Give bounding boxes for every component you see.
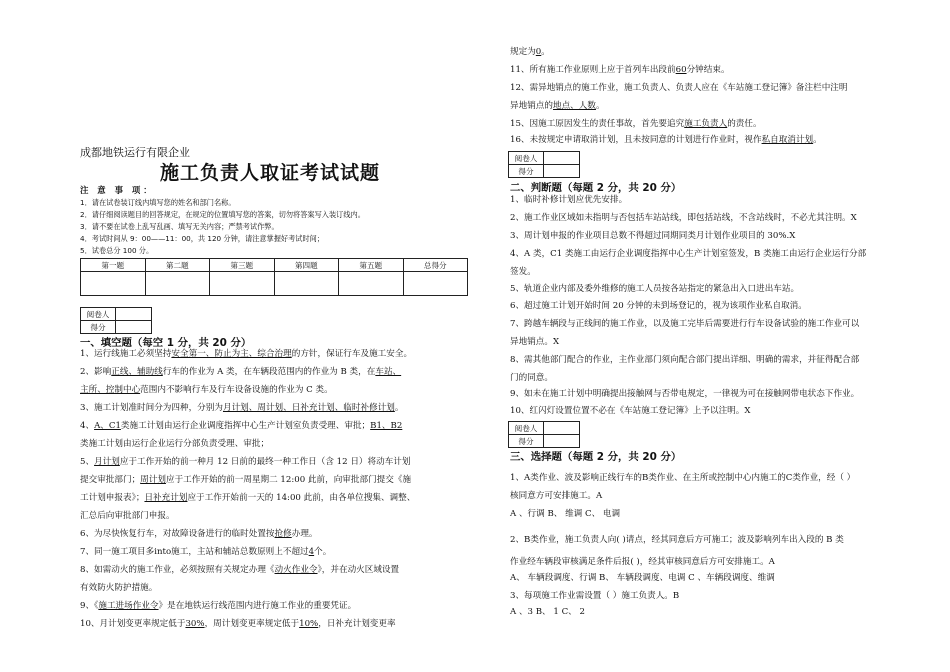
question-line: 10、月计划变更率规定低于30%，周计划变更率规定低于10%，日补充计划变更率 xyxy=(80,619,396,629)
reviewer-cell[interactable] xyxy=(544,422,580,435)
question-line: 15、因施工原因发生的责任事故，首先要追究施工负责人的责任。 xyxy=(510,119,762,129)
question-line: 3、施工计划准时间分为四种，分别为月计划、周计划、日补充计划、临时补修计划。 xyxy=(80,403,404,413)
notice-item: 5．试卷总分 100 分。 xyxy=(80,246,154,255)
company-name: 成都地铁运行有限企业 xyxy=(80,146,190,159)
question-line: 2、施工作业区域如未指明与否包括车站站线，即包括站线，不含站线时，不必尤其注明。X xyxy=(510,213,857,223)
question-line: 3、周计划申报的作业项目总数不得超过同期同类月计划作业项目的 30%.X xyxy=(510,231,796,241)
notice-item: 2．请仔细阅读题目的回答规定，在规定的位置填写您的答案，切勿将答案写入装订线内。 xyxy=(80,210,365,219)
section-fill-blank-title: 一、填空题（每空 1 分，共 20 分） xyxy=(80,337,252,349)
question-line: 2、B类作业，施工负责人向( )请点，经其同意后方可施工；波及影响列车出入段的 B 类 xyxy=(510,535,844,545)
notice-item: 1．请在试卷装订线内填写您的姓名和部门名称。 xyxy=(80,198,236,207)
question-line: 3、每项施工作业需设置（ ）施工负责人。B xyxy=(510,591,680,601)
question-line: 7、同一施工项目多into施工，主站和辅站总数原则上不超过4个。 xyxy=(80,547,332,557)
question-line: 12、需异地销点的施工作业，施工负责人、负责人应在《车站施工登记簿》备注栏中注明 xyxy=(510,83,848,93)
question-line: 核同意方可安排施工。A xyxy=(510,491,603,501)
question-line: 8、需其他部门配合的作业，主作业部门须向配合部门提出详细、明确的需求，并征得配合部 xyxy=(510,355,860,365)
grader-box xyxy=(508,421,580,448)
grader-box xyxy=(508,151,580,178)
notice-heading: 注 意 事 项： xyxy=(80,185,155,195)
section-true-false-title: 二、判断题（每题 2 分，共 20 分） xyxy=(510,182,682,194)
question-line: 4、A、C1类施工计划由运行企业调度指挥中心生产计划室负责受理、审批；B1、B2 xyxy=(80,421,403,431)
score-label: 得分 xyxy=(509,165,544,178)
question-line: 主所、控制中心范围内不影响行车及行车设备设施的作业为 C 类。 xyxy=(80,385,333,395)
score-cell[interactable] xyxy=(145,272,210,296)
score-cell[interactable] xyxy=(274,272,339,296)
question-line: 5、月计划应于工作开始的前一种月 12 日前的最终一种工作日（含 12 日）将动车计划 xyxy=(80,457,411,467)
reviewer-label: 阅卷人 xyxy=(509,422,544,435)
exam-title: 施工负责人取证考试试题 xyxy=(160,162,381,184)
score-header: 第三题 xyxy=(210,259,275,272)
choice-options: A、 车辆段调度、行调 B、 车辆段调度、电调 C 、车辆段调度、维调 xyxy=(510,573,775,583)
question-line: 规定为0。 xyxy=(510,47,550,57)
score-header: 第四题 xyxy=(274,259,339,272)
score-value-cell[interactable] xyxy=(544,435,580,448)
score-cell[interactable] xyxy=(339,272,404,296)
question-line: 类施工计划由运行企业运行分部负责受理、审批； xyxy=(80,439,270,449)
question-line: 10、红闪灯设置位置不必在《车站施工登记簿》上予以注明。X xyxy=(510,406,751,416)
question-line: 16、未按规定申请取消计划，且未按同意的计划进行作业时，视作私自取消计划。 xyxy=(510,135,822,145)
score-label: 得分 xyxy=(81,321,116,334)
choice-options: A 、3 B、 1 C、 2 xyxy=(510,607,585,617)
score-cell[interactable] xyxy=(81,272,146,296)
question-line: 1、运行线施工必须坚持安全第一、防止为主、综合治理的方针，保证行车及施工安全。 xyxy=(80,349,413,359)
score-cell[interactable] xyxy=(403,272,468,296)
score-header: 总得分 xyxy=(403,259,468,272)
question-line: 9、如未在施工计划中明确提出接触网与否带电规定，一律视为可在接触网带电状态下作业。 xyxy=(510,389,860,399)
notice-item: 4．考试时间从 9：00——11：00，共 120 分钟，请注意掌握好考试时间； xyxy=(80,234,325,243)
question-line: 2、影响正线、辅助线行车的作业为 A 类，在车辆段范围内的作业为 B 类，在车站、 xyxy=(80,367,402,377)
question-line: 1、A类作业、波及影响正线行车的B类作业、在主所或控制中心内施工的C类作业，经（ ） xyxy=(510,473,856,483)
question-line: 工计划申报表》；日补充计划应于工作开始前一天的 14:00 此前，由各单位搜集、调整、 xyxy=(80,493,416,503)
question-line: 有效防火防护措施。 xyxy=(80,583,158,593)
question-line: 9、《施工进场作业令》是在地铁运行线范围内进行施工作业的重要凭证。 xyxy=(80,601,357,611)
score-header: 第一题 xyxy=(81,259,146,272)
reviewer-cell[interactable] xyxy=(544,152,580,165)
question-line: 1、临时补修计划应优先安排。 xyxy=(510,195,628,205)
question-line: 11、所有施工作业原则上应于首列车出段前60分钟结束。 xyxy=(510,65,730,75)
reviewer-label: 阅卷人 xyxy=(509,152,544,165)
question-line: 门的同意。 xyxy=(510,373,553,383)
question-line: 提交审批部门；周计划应于工作开始的前一周星期二 12:00 此前，向审批部门提交《施 xyxy=(80,475,412,485)
question-line: 作业经车辆段审核满足条件后报( )，经其审核同意后方可安排施工。A xyxy=(510,557,775,567)
question-line: 异地销点的地点、人数。 xyxy=(510,101,605,111)
score-value-cell[interactable] xyxy=(544,165,580,178)
question-line: 7、跨越车辆段与正线间的施工作业，以及施工完毕后需要进行行车设备试验的施工作业可以 xyxy=(510,319,860,329)
section-multiple-choice-title: 三、选择题（每题 2 分，共 20 分） xyxy=(510,451,682,463)
score-header: 第五题 xyxy=(339,259,404,272)
score-cell[interactable] xyxy=(210,272,275,296)
reviewer-cell[interactable] xyxy=(116,308,152,321)
score-table xyxy=(80,258,468,296)
reviewer-label: 阅卷人 xyxy=(81,308,116,321)
score-header: 第二题 xyxy=(145,259,210,272)
question-line: 6、为尽快恢复行车，对故障设备进行的临时处置按抢修办理。 xyxy=(80,529,318,539)
score-value-cell[interactable] xyxy=(116,321,152,334)
question-line: 5、轨道企业内部及委外维修的施工人员按各站指定的紧急出入口进出车站。 xyxy=(510,284,800,294)
choice-options: A 、行调 B、 维调 C、 电调 xyxy=(510,509,621,519)
question-line: 签发。 xyxy=(510,267,536,277)
question-line: 4、A 类，C1 类施工由运行企业调度指挥中心生产计划室签发，B 类施工由运行企业运行分部 xyxy=(510,249,867,259)
question-line: 6、超过施工计划开始时间 20 分钟的未到场登记的，视为该项作业私自取消。 xyxy=(510,301,807,311)
question-line: 汇总后向审批部门申报。 xyxy=(80,511,175,521)
notice-item: 3．请不要在试卷上乱写乱画、填写无关内容；严禁考试作弊。 xyxy=(80,222,279,231)
grader-box xyxy=(80,307,152,334)
question-line: 异地销点。X xyxy=(510,337,560,347)
score-label: 得分 xyxy=(509,435,544,448)
question-line: 8、如需动火的施工作业，必须按照有关规定办理《动火作业令》，并在动火区域设置 xyxy=(80,565,400,575)
